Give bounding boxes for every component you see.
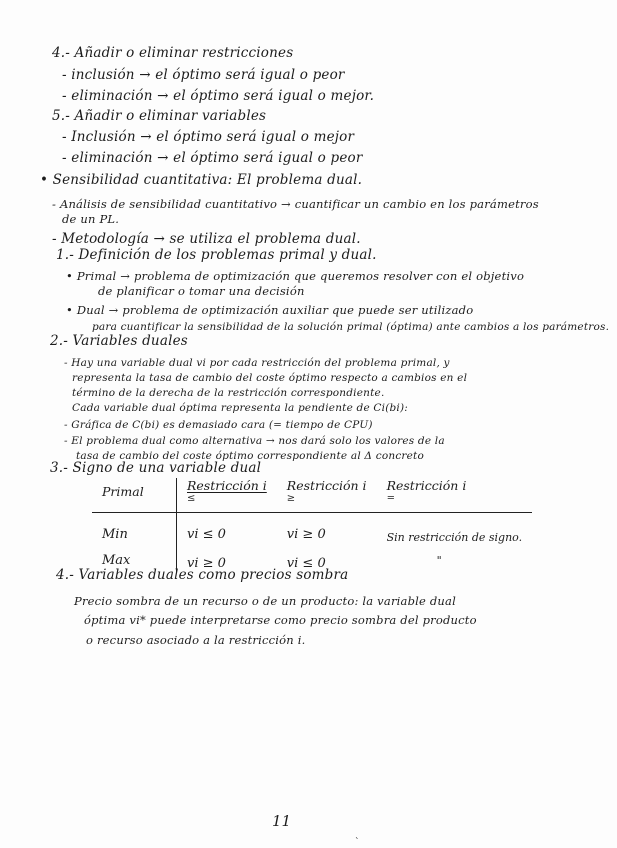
table-header-symbol: =: [386, 493, 395, 504]
note-line: Precio sombra de un recurso o de un producto: la variable dual: [74, 594, 456, 608]
note-line: representa la tasa de cambio del coste óptimo respecto a cambios en el: [72, 372, 468, 384]
note-line: óptima vi* puede interpretarse como precio sombra del producto: [84, 613, 477, 627]
note-line: o recurso asociado a la restricción i.: [86, 633, 306, 647]
table-cell: vi ≥ 0: [187, 555, 226, 571]
heading-add-remove-constraints: 4.- Añadir o eliminar restricciones: [52, 45, 294, 61]
table-header-cell: [377, 478, 533, 513]
table-header-cell: [177, 478, 277, 513]
page-number: 11: [272, 812, 292, 830]
note-line: para cuantificar la sensibilidad de la solución primal (óptima) ante cambios a los parámetros.: [92, 321, 610, 333]
table-cell: Sin restricción de signo.: [386, 530, 523, 544]
table-cell: vi ≤ 0: [286, 555, 326, 571]
note-line: - inclusión → el óptimo será igual o peor: [62, 67, 345, 83]
note-line: - Análisis de sensibilidad cuantitativo → cuantificar un cambio en los parámetros: [52, 197, 539, 211]
note-line: - eliminación → el óptimo será igual o mejor.: [62, 88, 375, 104]
table-cell: vi ≤ 0: [187, 526, 226, 542]
table-row: [92, 513, 532, 548]
note-line: tasa de cambio del coste óptimo correspondiente al Δ concreto: [76, 450, 424, 462]
table-cell: Min: [92, 513, 177, 548]
note-line: - Gráfica de C(bi) es demasiado cara (= tiempo de CPU): [64, 419, 373, 431]
footer-mark: `: [355, 838, 360, 848]
heading-primal-dual-definition: 1.- Definición de los problemas primal y dual.: [56, 247, 377, 263]
note-line: Cada variable dual óptima representa la pendiente de Ci(bi):: [72, 402, 409, 414]
table-cell: ": [436, 553, 442, 567]
table-header-row: [92, 478, 532, 513]
table-cell: Max: [92, 547, 177, 573]
note-line: de un PL.: [62, 212, 120, 226]
table-cell: vi ≥ 0: [286, 526, 326, 542]
note-line: - Hay una variable dual vi por cada restricción del problema primal, y: [64, 357, 450, 369]
sign-table: [92, 478, 532, 573]
note-line: de planificar o tomar una decisión: [98, 284, 305, 298]
heading-shadow-prices: 4.- Variables duales como precios sombra: [56, 567, 349, 583]
note-line: - eliminación → el óptimo será igual o peor: [62, 150, 363, 166]
note-line: • Primal → problema de optimización que queremos resolver con el objetivo: [66, 269, 525, 283]
table-header-symbol: ≥: [286, 493, 296, 504]
heading-dual-variables: 2.- Variables duales: [50, 333, 188, 349]
heading-dual-variable-sign: 3.- Signo de una variable dual: [50, 460, 262, 476]
table-header-cell: [277, 478, 377, 513]
table-header-symbol: ≤: [187, 493, 196, 504]
note-line: - Inclusión → el óptimo será igual o mejor: [62, 129, 355, 145]
note-line: - Metodología → se utiliza el problema dual.: [52, 231, 361, 247]
heading-add-remove-variables: 5.- Añadir o eliminar variables: [52, 108, 267, 124]
table-header-label: Restricción i: [187, 478, 267, 493]
table-header-primal: Primal: [92, 478, 177, 513]
note-line: - El problema dual como alternativa → nos dará solo los valores de la: [64, 435, 445, 447]
table-header-label: Restricción i: [386, 478, 467, 493]
note-line: término de la derecha de la restricción correspondiente.: [72, 387, 385, 399]
heading-quantitative-sensitivity: • Sensibilidad cuantitativa: El problema dual.: [40, 172, 363, 188]
note-line: • Dual → problema de optimización auxiliar que puede ser utilizado: [66, 303, 474, 317]
table-header-label: Restricción i: [286, 478, 367, 493]
